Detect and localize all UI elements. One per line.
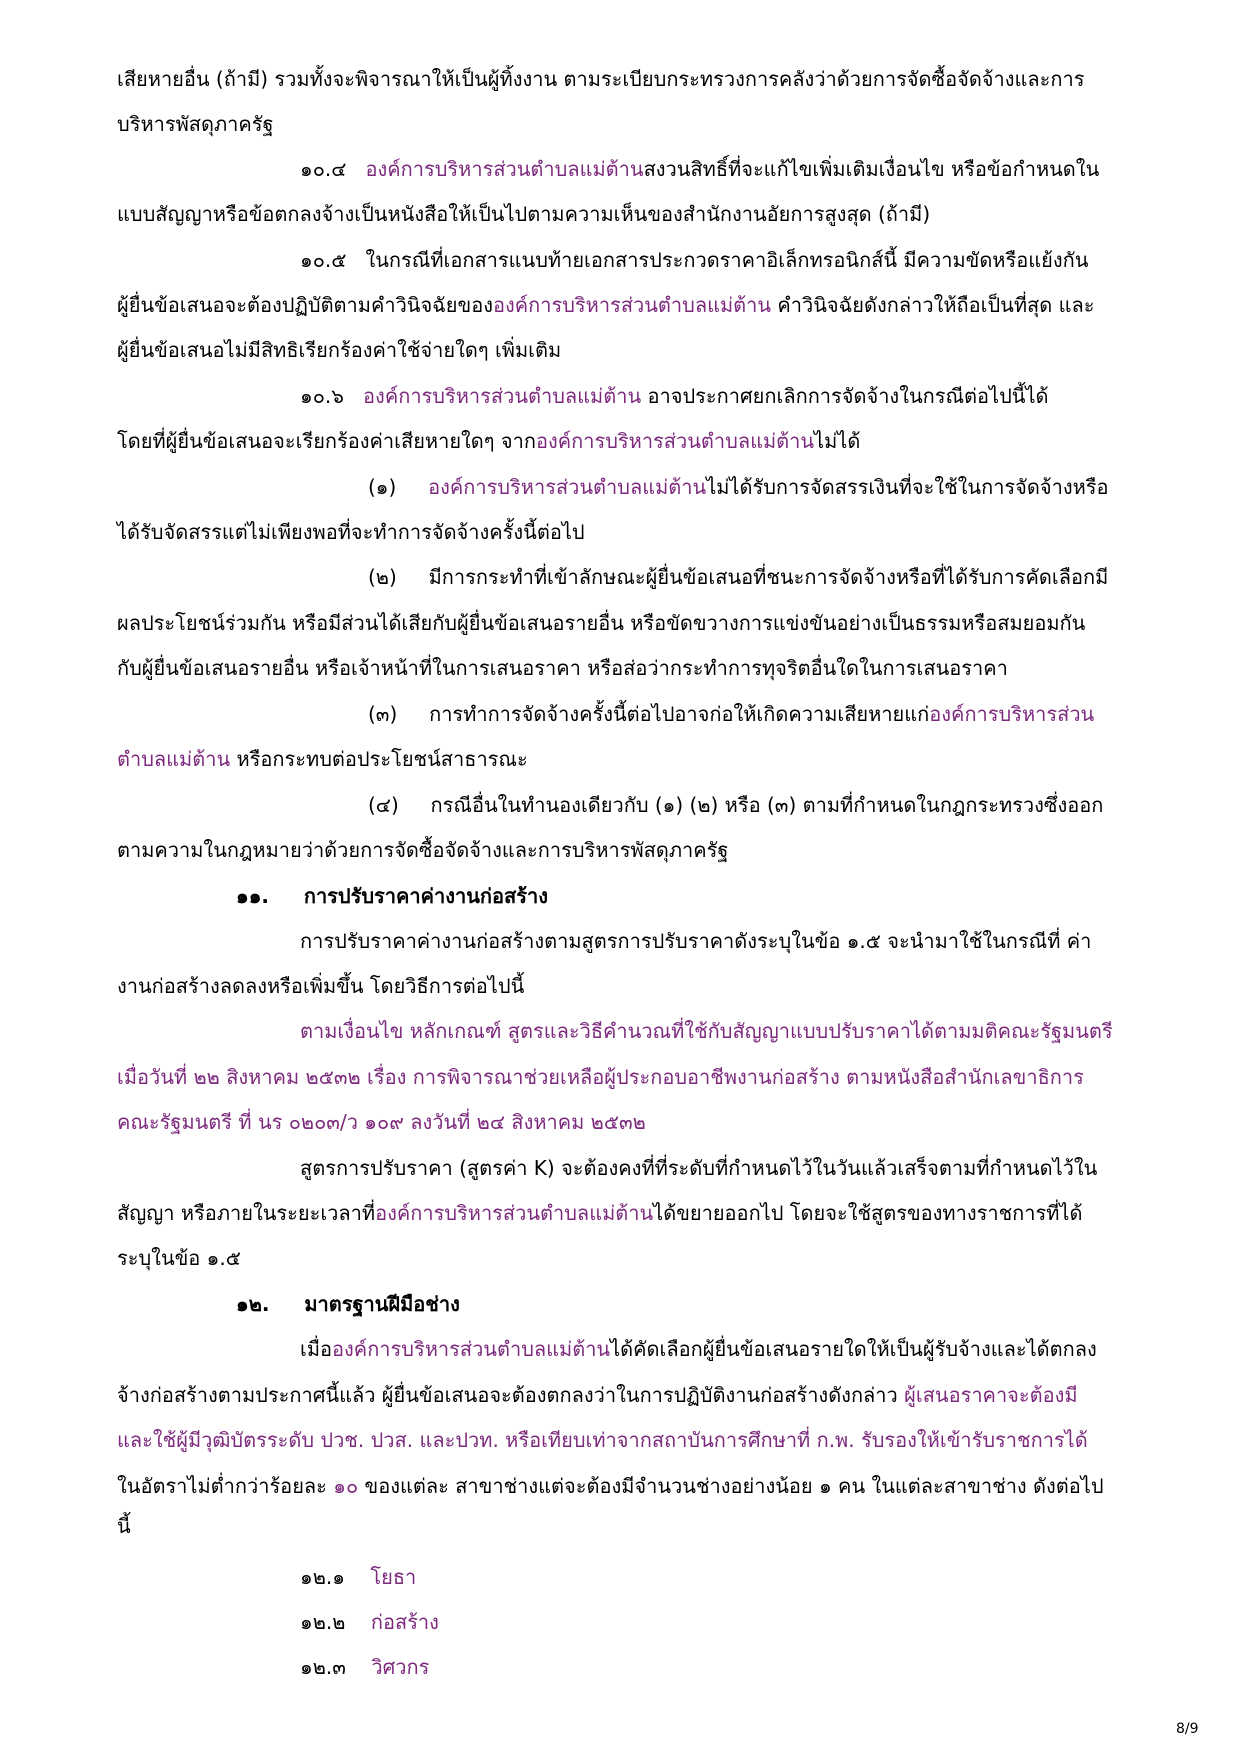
list-item-number: ๑๒.๑ [300,1565,345,1589]
text: ในอัตราไม่ต่ำกว่าร้อยละ [117,1474,334,1498]
list-item-label: ก่อสร้าง [370,1610,439,1634]
org-name: องค์การบริหารส่วนตำบลแม่ต้าน [363,384,642,408]
clause-10-6-line-2 [117,431,860,451]
org-name-part: องค์การบริหารส่วน [929,702,1095,726]
text: จ้างก่อสร้างตามประกาศนี้แล้ว ผู้ยื่นข้อเสนอจะต้องตกลงว่าในการปฏิบัติงานก่อสร้างดังกล่าว [117,1383,905,1407]
list-item-number: ๑๒.๒ [300,1610,346,1634]
item-2-line-3 [117,658,1008,678]
s12-p1-line-2 [117,1385,1078,1405]
text-highlight: ผู้เสนอราคาจะต้องมี [904,1383,1078,1407]
item-4-line-2 [117,840,728,860]
text: ไม่ได้รับการจัดสรรเงินที่จะใช้ในการจัดจ้างหรือ [706,475,1109,499]
item-1-line-2 [117,522,585,542]
clause-10-5-line-2 [117,295,1094,315]
item-2-line-2 [117,613,1085,633]
item-2-line-1 [368,567,1108,587]
s11-p3-line-3 [117,1248,241,1268]
org-name: องค์การบริหารส่วนตำบลแม่ต้าน [332,1337,611,1361]
item-number: (๒) [368,565,397,589]
text: เสียหายอื่น (ถ้ามี) รวมทั้งจะพิจารณาให้เป็นผู้ทิ้งงาน ตามระเบียบกระทรวงการคลังว่าด้วยการจัดซื้อจัดจ้างและการ [117,67,1085,91]
text: สัญญา หรือภายในระยะเวลาที่ [117,1201,376,1225]
s11-p2-line-3 [117,1112,646,1132]
clause-10-5-line-3 [117,340,561,360]
item-number: (๑) [368,475,397,499]
section-11-heading [236,886,548,906]
text: การปรับราคาค่างานก่อสร้างตามสูตรการปรับราคาดังระบุในข้อ ๑.๕ จะนำมาใช้ในกรณีที่ ค่า [300,929,1092,953]
clause-10-4-line-1 [300,159,1099,179]
text: ตามเงื่อนไข หลักเกณฑ์ สูตรและวิธีคำนวณที่ใช้กับสัญญาแบบปรับราคาได้ตามมติคณะรัฐมนตรี [300,1019,1113,1043]
text: อาจประกาศยกเลิกการจัดจ้างในกรณีต่อไปนี้ได้ [641,384,1049,408]
list-item [300,1567,416,1587]
item-number: (๔) [368,793,399,817]
text-highlight: ๑๐ [333,1474,359,1498]
s11-p1-line-1 [300,931,1091,951]
clause-number: ๑๐.๔ [300,157,347,181]
item-4-line-1 [368,795,1103,815]
text: นี้ [117,1514,131,1538]
text: สงวนสิทธิ์ที่จะแก้ไขเพิ่มเติมเงื่อนไข หรือข้อกำหนดใน [643,157,1100,181]
text: แบบสัญญาหรือข้อตกลงจ้างเป็นหนังสือให้เป็นไปตามความเห็นของสำนักงานอัยการสูงสุด (ถ้ามี) [117,202,931,226]
item-3-line-1 [368,704,1094,724]
item-3-line-2 [117,749,528,769]
text: และใช้ผู้มีวุฒิบัตรระดับ ปวช. ปวส. และปวท. หรือเทียบเท่าจากสถาบันการศึกษาที่ ก.พ. รับรองให้เข้ารับราชการได้ [117,1428,1088,1452]
text: ผู้ยื่นข้อเสนอไม่มีสิทธิเรียกร้องค่าใช้จ่ายใดๆ เพิ่มเติม [117,338,562,362]
s11-p1-line-2 [117,976,524,996]
text: ในกรณีที่เอกสารแนบท้ายเอกสารประกวดราคาอิเล็กทรอนิกส์นี้ มีความขัดหรือแย้งกัน [365,248,1089,272]
s11-p2-line-2 [117,1067,1084,1087]
s12-p1-line-4 [117,1476,1104,1496]
item-number: (๓) [368,702,398,726]
s11-p3-line-2 [117,1203,1082,1223]
clause-10-5-line-1 [300,250,1088,270]
s10-line-2 [117,114,274,134]
text: กรณีอื่นในทำนองเดียวกับ (๑) (๒) หรือ (๓) ตามที่กำหนดในกฎกระทรวงซึ่งออก [430,793,1104,817]
s12-p1-line-1 [300,1339,1097,1359]
org-name: องค์การบริหารส่วนตำบลแม่ต้าน [375,1201,654,1225]
list-item-label: วิศวกร [371,1655,430,1679]
text: ได้คัดเลือกผู้ยื่นข้อเสนอรายใดให้เป็นผู้รับจ้างและได้ตกลง [610,1337,1097,1361]
s11-p3-line-1 [300,1158,1097,1178]
s12-p1-line-3 [117,1430,1088,1450]
text: ได้ขยายออกไป โดยจะใช้สูตรของทางราชการที่ได้ [653,1201,1083,1225]
org-name-part: ตำบลแม่ต้าน [117,747,231,771]
text: ผู้ยื่นข้อเสนอจะต้องปฏิบัติตามคำวินิจฉัยของ [117,293,493,317]
text: กับผู้ยื่นข้อเสนอรายอื่น หรือเจ้าหน้าที่ในการเสนอราคา หรือส่อว่ากระทำการทุจริตอื่นใดในการเสนอราคา [117,656,1008,680]
section-12-heading [236,1294,460,1314]
section-number: ๑๒. [236,1292,270,1316]
text: คณะรัฐมนตรี ที่ นร ๐๒๐๓/ว ๑๐๙ ลงวันที่ ๒๔ สิงหาคม ๒๕๓๒ [117,1110,646,1134]
list-item-number: ๑๒.๓ [300,1655,346,1679]
s10-line-1 [117,69,1085,89]
list-item-label: โยธา [370,1565,417,1589]
section-title: การปรับราคาค่างานก่อสร้าง [303,884,548,908]
clause-10-6-line-1 [300,386,1049,406]
item-1-line-1 [368,477,1109,497]
list-item [300,1657,429,1677]
text: ไม่ได้ [814,429,861,453]
page-number: 8/9 [1176,1721,1199,1737]
text: มีการกระทำที่เข้าลักษณะผู้ยื่นข้อเสนอที่ชนะการจัดจ้างหรือที่ได้รับการคัดเลือกมี [428,565,1109,589]
s12-p1-line-5 [117,1516,131,1536]
section-title: มาตรฐานฝีมือช่าง [304,1292,460,1316]
text: เมื่อ [300,1337,333,1361]
text: โดยที่ผู้ยื่นข้อเสนอจะเรียกร้องค่าเสียหายใดๆ จาก [117,429,536,453]
text: งานก่อสร้างลดลงหรือเพิ่มขึ้น โดยวิธีการต่อไปนี้ [117,974,525,998]
text: ได้รับจัดสรรแต่ไม่เพียงพอที่จะทำการจัดจ้างครั้งนี้ต่อไป [117,520,585,544]
text: สูตรการปรับราคา (สูตรค่า K) จะต้องคงที่ที่ระดับที่กำหนดไว้ในวันแล้วเสร็จตามที่กำหนดไว้ใน [300,1156,1098,1180]
text: การทำการจัดจ้างครั้งนี้ต่อไปอาจก่อให้เกิดความเสียหายแก่ [429,702,930,726]
list-item [300,1612,439,1632]
org-name: องค์การบริหารส่วนตำบลแม่ต้าน [535,429,815,453]
text: บริหารพัสดุภาครัฐ [117,112,274,136]
text: ผลประโยชน์ร่วมกัน หรือมีส่วนได้เสียกับผู้ยื่นข้อเสนอรายอื่น หรือขัดขวางการแข่งขันอย่างเป็นธรรมหรือสมยอมกัน [117,611,1086,635]
clause-number: ๑๐.๕ [300,248,347,272]
clause-number: ๑๐.๖ [300,384,344,408]
org-name: องค์การบริหารส่วนตำบลแม่ต้าน [428,475,707,499]
text: ของแต่ละ สาขาช่างแต่จะต้องมีจำนวนช่างอย่างน้อย ๑ คน ในแต่ละสาขาช่าง ดังต่อไป [358,1474,1104,1498]
text: ตามความในกฎหมายว่าด้วยการจัดซื้อจัดจ้างและการบริหารพัสดุภาครัฐ [117,838,729,862]
org-name: องค์การบริหารส่วนตำบลแม่ต้าน [492,293,772,317]
s11-p2-line-1 [300,1021,1113,1041]
org-name: องค์การบริหารส่วนตำบลแม่ต้าน [365,157,644,181]
text: คำวินิจฉัยดังกล่าวให้ถือเป็นที่สุด และ [771,293,1095,317]
text: เมื่อวันที่ ๒๒ สิงหาคม ๒๕๓๒ เรื่อง การพิจารณาช่วยเหลือผู้ประกอบอาชีพงานก่อสร้าง ตามหนังสือสำนักเลขาธิการ [117,1065,1084,1089]
clause-10-4-line-2 [117,204,930,224]
section-number: ๑๑. [236,884,269,908]
text: หรือกระทบต่อประโยชน์สาธารณะ [230,747,528,771]
text: ระบุในข้อ ๑.๕ [117,1246,241,1270]
